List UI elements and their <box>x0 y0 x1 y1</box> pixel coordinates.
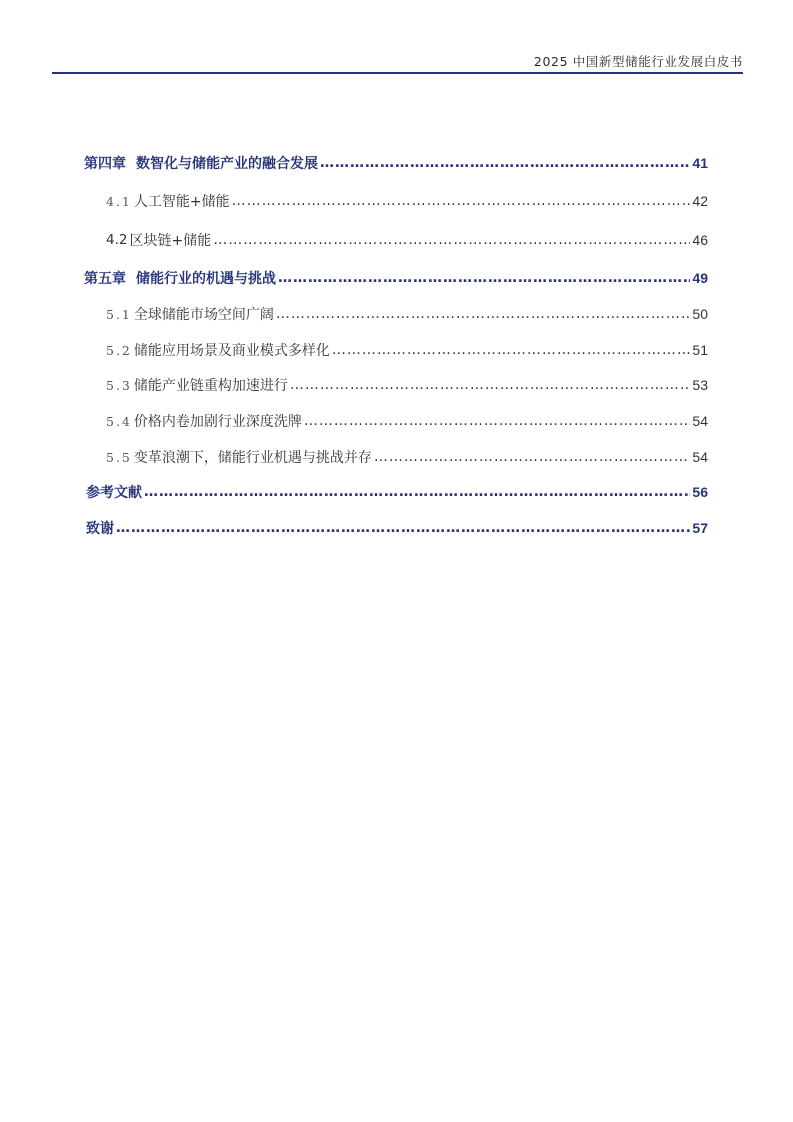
toc-dot-leader <box>278 270 690 286</box>
toc-entry-chapter-4[interactable] <box>84 152 708 174</box>
toc-entry-number: 第五章 <box>84 271 126 287</box>
header-divider <box>52 72 743 74</box>
toc-dot-leader <box>374 449 691 465</box>
toc-entry-title: 价格内卷加剧行业深度洗牌 <box>133 414 302 430</box>
toc-dot-leader <box>304 413 691 429</box>
document-title: 2025 中国新型储能行业发展白皮书 <box>533 54 743 69</box>
toc-entry-title: 区块链+储能 <box>129 233 212 249</box>
toc-dot-leader <box>144 484 690 500</box>
toc-entry-title: 储能行业的机遇与挑战 <box>136 271 276 287</box>
toc-entry-page: 46 <box>692 232 708 248</box>
toc-entry-number: 5.5 <box>106 449 132 465</box>
toc-dot-leader <box>332 342 691 358</box>
toc-entry-page: 49 <box>692 270 708 286</box>
toc-entry-number: 5.2 <box>106 342 132 358</box>
toc-entry-number: 第四章 <box>84 156 126 172</box>
toc-entry-page: 54 <box>692 413 708 429</box>
toc-entry-number: 4.1 <box>106 193 132 209</box>
toc-entry-references[interactable] <box>84 481 708 503</box>
toc-entry-title: 参考文献 <box>86 485 142 501</box>
toc-entry-page: 50 <box>692 306 708 322</box>
toc-dot-leader <box>116 520 690 536</box>
toc-entry-page: 53 <box>692 377 708 393</box>
toc-dot-leader <box>213 232 690 248</box>
toc-dot-leader <box>276 306 691 322</box>
toc-entry-page: 54 <box>692 449 708 465</box>
toc-entry-section-5-5[interactable] <box>84 446 708 468</box>
toc-dot-leader <box>320 155 690 171</box>
toc-entry-page: 56 <box>692 484 708 500</box>
toc-entry-number: 4.2 <box>106 232 128 248</box>
toc-entry-section-4-1[interactable] <box>84 190 708 212</box>
toc-entry-number: 5.1 <box>106 306 132 322</box>
toc-entry-number: 5.3 <box>106 377 132 393</box>
toc-entry-title: 储能应用场景及商业模式多样化 <box>133 343 330 359</box>
toc-entry-title: 全球储能市场空间广阔 <box>133 307 274 323</box>
toc-entry-page: 41 <box>692 155 708 171</box>
toc-entry-section-4-2[interactable] <box>84 229 708 251</box>
toc-entry-page: 57 <box>692 520 708 536</box>
toc-entry-section-5-2[interactable] <box>84 339 708 361</box>
toc-entry-title: 致谢 <box>86 521 114 537</box>
toc-entry-chapter-5[interactable] <box>84 267 708 289</box>
toc-entry-section-5-4[interactable] <box>84 410 708 432</box>
toc-entry-acknowledgements[interactable] <box>84 517 708 539</box>
toc-entry-title: 数智化与储能产业的融合发展 <box>136 156 318 172</box>
toc-entry-title: 人工智能+储能 <box>133 194 230 210</box>
toc-entry-section-5-1[interactable] <box>84 303 708 325</box>
toc-entry-page: 51 <box>692 342 708 358</box>
toc-dot-leader <box>232 193 691 209</box>
toc-entry-page: 42 <box>692 193 708 209</box>
toc-entry-title: 储能产业链重构加速进行 <box>133 378 288 394</box>
toc-entry-number: 5.4 <box>106 413 132 429</box>
toc-entry-title: 变革浪潮下，储能行业机遇与挑战并存 <box>133 450 372 466</box>
toc-entry-section-5-3[interactable] <box>84 374 708 396</box>
toc-dot-leader <box>290 377 691 393</box>
